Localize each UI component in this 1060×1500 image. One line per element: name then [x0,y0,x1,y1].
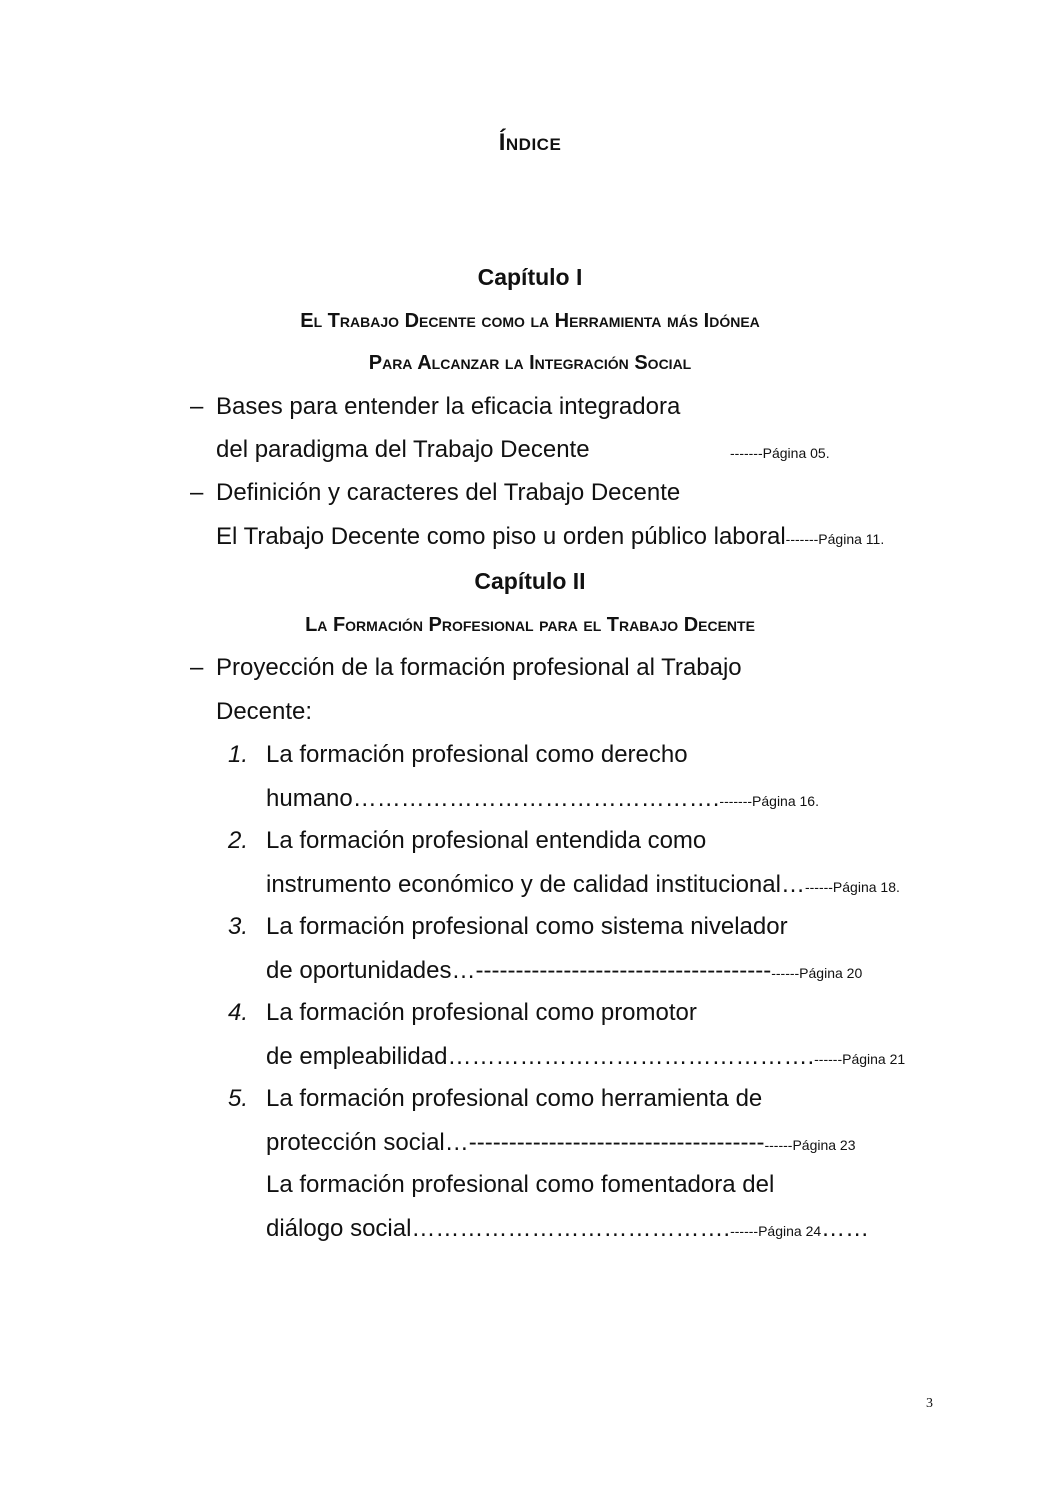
chapter-1-subtitle-line-2: Para Alcanzar la Integración Social [368,352,692,374]
toc-item-bases-line-1: Bases para entender la eficacia integradora [216,393,681,420]
toc-numbered-4-line-1: La formación profesional como promotor [266,999,697,1026]
toc-numbered-5-text: protección social…------------------------------------- [266,1129,765,1156]
item-number: 1. [228,741,249,768]
page-ref-20: ------Página 20 [771,965,863,981]
toc-numbered-1-line-2 [266,784,819,816]
page-ref-23: ------Página 23 [764,1137,856,1153]
toc-item-definicion-line-2 [216,522,884,554]
toc-numbered-1-line-1: La formación profesional como derecho [266,741,688,768]
toc-dialogo-text: diálogo social…………………………………. [266,1215,731,1242]
toc-item-proyeccion-line-1: Proyección de la formación profesional al Trabajo [216,654,742,681]
chapter-2-heading: Capítulo II [474,568,586,594]
list-dash-marker: – [190,654,204,681]
toc-numbered-2-line-2 [266,870,900,902]
chapter-2-subtitle: La Formación Profesional para el Trabajo Decente [305,614,755,636]
page-ref-05: -------Página 05. [730,445,830,461]
toc-numbered-3-text: de oportunidades…------------------------------------- [266,957,772,984]
toc-numbered-4-text: de empleabilidad………………………………………. [266,1043,815,1070]
item-number: 2. [228,827,249,854]
chapter-1-subtitle-line-1: El Trabajo Decente como la Herramienta más Idónea [300,310,760,332]
toc-numbered-5-line-1: La formación profesional como herramienta de [266,1085,763,1112]
index-title: Índice [498,129,562,156]
toc-item-definicion-text: El Trabajo Decente como piso u orden público laboral [216,523,786,550]
toc-numbered-3-line-1: La formación profesional como sistema nivelador [266,913,788,940]
trailing-dots: …… [821,1215,870,1242]
page-ref-11: -------Página 11. [785,531,885,547]
toc-dialogo-line-1: La formación profesional como fomentadora del [266,1171,775,1198]
page-number: 3 [926,1396,933,1411]
chapter-1-heading: Capítulo I [477,264,583,290]
toc-item-definicion-line-1: Definición y caracteres del Trabajo Decente [216,479,681,506]
item-number: 3. [228,913,249,940]
list-dash-marker: – [190,393,204,420]
toc-numbered-1-text: humano………………………………………. [266,785,720,812]
list-dash-marker: – [190,479,204,506]
toc-item-bases-line-2: del paradigma del Trabajo Decente [216,436,590,463]
toc-numbered-4-line-2 [266,1042,905,1074]
page-ref-21: ------Página 21 [814,1051,906,1067]
toc-numbered-5-line-2 [266,1128,856,1160]
toc-numbered-2-line-1: La formación profesional entendida como [266,827,707,854]
toc-numbered-3-line-2 [266,956,862,988]
toc-dialogo-line-2 [266,1214,869,1246]
page-ref-16: -------Página 16. [719,793,819,809]
toc-numbered-2-text: instrumento económico y de calidad institucional… [266,871,805,898]
page-ref-24: ------Página 24 [730,1223,822,1239]
page-ref-18: ------Página 18. [804,879,900,895]
toc-item-proyeccion-line-2: Decente: [216,698,313,725]
item-number: 5. [228,1085,249,1112]
item-number: 4. [228,999,249,1026]
